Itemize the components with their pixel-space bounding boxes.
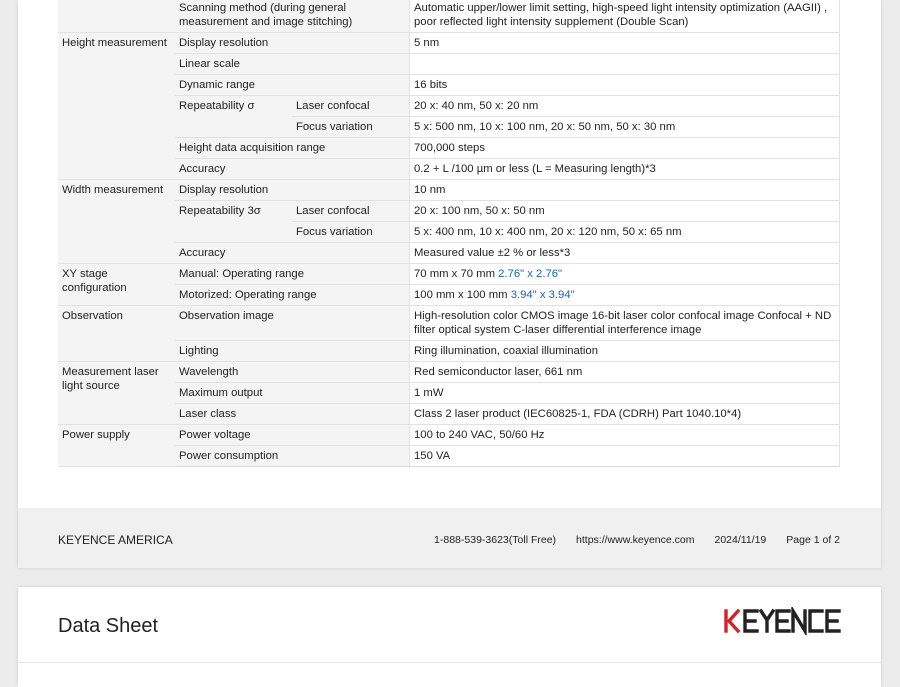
table-row [58,404,840,425]
spec-category: XY stage configuration [58,264,175,306]
table-row [58,425,840,446]
footer-info [434,534,840,546]
spec-label: Lighting [175,341,410,362]
table-row [58,306,840,341]
spec-value: Class 2 laser product (IEC60825-1, FDA (CDRH) Part 1040.10*4) [410,404,840,425]
spec-value: Automatic upper/lower limit setting, high-speed light intensity optimization (AAGII) , poor reflected light intensity supplement (Double Scan) [410,0,840,33]
spec-value: 100 to 240 VAC, 50/60 Hz [410,425,840,446]
spec-label: Scanning method (during general measurement and image stitching) [175,0,410,33]
spec-value: 16 bits [410,75,840,96]
spec-label: Power voltage [175,425,410,446]
table-row [58,264,840,285]
footer-date: 2024/11/19 [714,534,767,546]
spec-label: Motorized: Operating range [175,285,410,306]
spec-value [410,54,840,75]
table-row [58,341,840,362]
spec-value: 20 x: 40 nm, 50 x: 20 nm [410,96,840,117]
table-row [58,159,840,180]
spec-value [410,264,840,285]
spec-category: Width measurement [58,180,175,264]
spec-category: Height measurement [58,33,175,180]
spec-label: Height data acquisition range [175,138,410,159]
spec-label: Repeatability 3σ [175,201,292,243]
metric-value: 100 mm x 100 mm [414,289,508,301]
spec-value: Ring illumination, coaxial illumination [410,341,840,362]
spec-category: Power supply [58,425,175,467]
spec-label: Repeatability σ [175,96,292,138]
spec-value: 5 x: 500 nm, 10 x: 100 nm, 20 x: 50 nm, 50 x: 30 nm [410,117,840,138]
spec-table [58,0,840,467]
keyence-logo-icon [723,607,841,635]
spec-value: 10 nm [410,180,840,201]
spec-value: 5 nm [410,33,840,54]
table-row [58,33,840,54]
spec-value: Red semiconductor laser, 661 nm [410,362,840,383]
spec-sublabel: Laser confocal [292,96,410,117]
spec-label: Accuracy [175,159,410,180]
table-row [58,285,840,306]
spec-value: 700,000 steps [410,138,840,159]
imperial-value: 2.76" x 2.76" [498,268,563,280]
page-title: Data Sheet [58,615,159,637]
spec-value: 5 x: 400 nm, 10 x: 400 nm, 20 x: 120 nm, 50 x: 65 nm [410,222,840,243]
spec-label: Accuracy [175,243,410,264]
footer-phone[interactable]: 1-888-539-3623(Toll Free) [434,534,557,546]
spec-label: Display resolution [175,180,410,201]
metric-value: 70 mm x 70 mm [414,268,495,280]
header-divider [18,662,881,663]
spec-value: 1 mW [410,383,840,404]
footer-company: KEYENCE AMERICA [58,533,173,547]
spec-value: 150 VA [410,446,840,467]
spec-label: Display resolution [175,33,410,54]
spec-sublabel: Focus variation [292,222,410,243]
table-row [58,446,840,467]
spec-label: Laser class [175,404,410,425]
table-row [58,383,840,404]
table-row [58,180,840,201]
keyence-logo [723,607,841,640]
spec-category: Observation [58,306,175,362]
spec-value: 20 x: 100 nm, 50 x: 50 nm [410,201,840,222]
table-row [58,0,840,33]
datasheet-page-1 [18,0,881,568]
spec-label: Observation image [175,306,410,341]
table-row [58,138,840,159]
datasheet-page-2 [18,587,881,687]
footer-page-number: Page 1 of 2 [786,534,840,546]
table-row [58,243,840,264]
spec-label: Manual: Operating range [175,264,410,285]
table-row [58,362,840,383]
table-row [58,96,840,117]
spec-label: Dynamic range [175,75,410,96]
spec-value: High-resolution color CMOS image 16-bit laser color confocal image Confocal + ND filter optical system C-laser differential interference image [410,306,840,341]
table-row [58,75,840,96]
spec-sublabel: Laser confocal [292,201,410,222]
table-row [58,54,840,75]
spec-category: Measurement laser light source [58,362,175,425]
spec-label: Linear scale [175,54,410,75]
footer-url[interactable]: https://www.keyence.com [576,534,695,546]
spec-value: Measured value ±2 % or less*3 [410,243,840,264]
spec-label: Wavelength [175,362,410,383]
spec-label: Power consumption [175,446,410,467]
page-footer [18,508,881,568]
imperial-value: 3.94" x 3.94" [510,289,575,301]
spec-sublabel: Focus variation [292,117,410,138]
spec-value [410,285,840,306]
spec-value: 0.2 + L /100 µm or less (L = Measuring length)*3 [410,159,840,180]
spec-label: Maximum output [175,383,410,404]
table-row [58,201,840,222]
